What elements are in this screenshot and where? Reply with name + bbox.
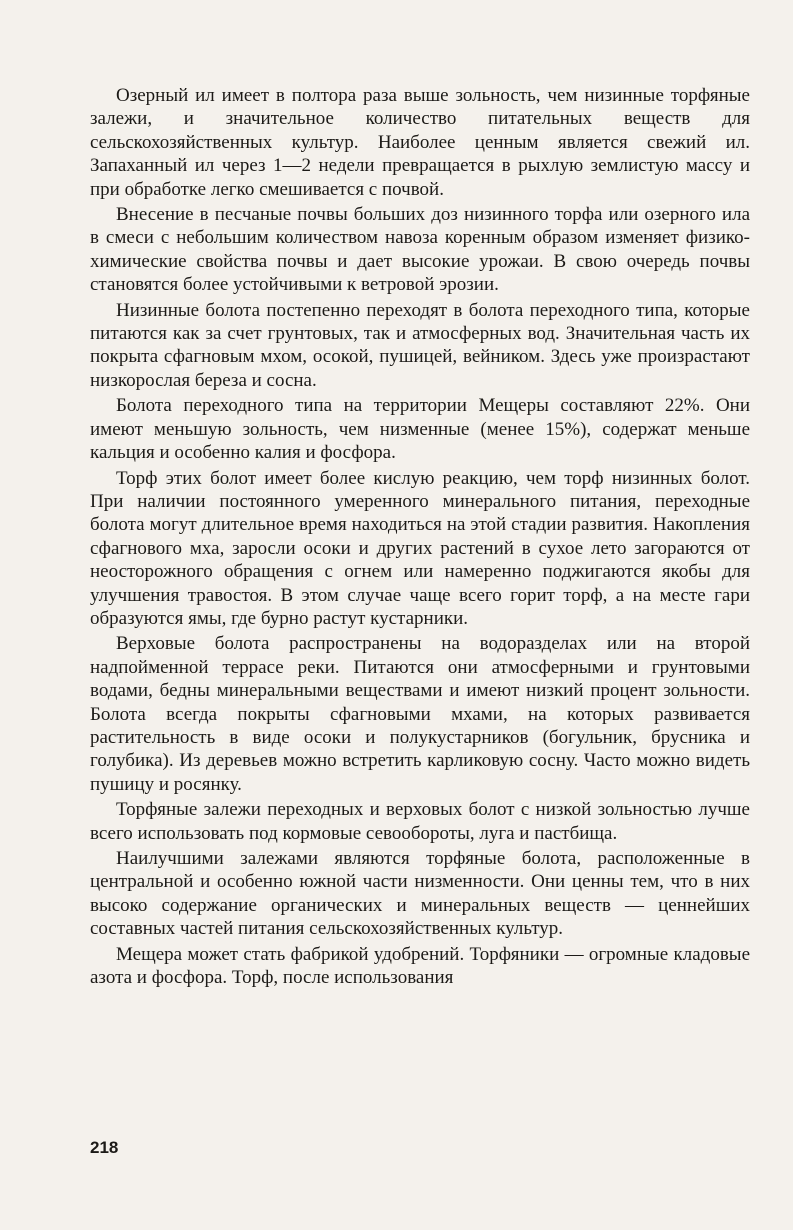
paragraph-2: Внесение в песчаные почвы больших доз низинного торфа или озерного ила в смеси с небольшим количеством навоза коренным образом изменяет физико-химические свойства почвы и дает высокие урожаи. В свою очередь почвы становятся более устойчивыми к ветровой эрозии.	[90, 204, 750, 296]
page-number: 218	[90, 1138, 119, 1157]
paragraph-5: Торф этих болот имеет более кислую реакцию, чем торф низинных болот. При наличии постоянного умеренного минерального питания, переходные болота могут длительное время находиться на этой стадии развития. Накопления сфагнового мха, заросли осоки и других растений в сухое лето загораются от неосторожного обращения с огнем или намеренно поджигаются якобы для улучшения травостоя. В этом случае чаще всего горит торф, а на месте гари образуются ямы, где бурно растут кустарники.	[90, 467, 750, 629]
paragraph-3: Низинные болота постепенно переходят в болота переходного типа, которые питаются как за счет грунтовых, так и атмосферных вод. Значительная часть их покрыта сфагновым мхом, осокой, пушицей, вейником. Здесь уже произрастают низкорослая береза и сосна.	[90, 299, 750, 391]
paragraph-7: Торфяные залежи переходных и верховых болот с низкой зольностью лучше всего использовать под кормовые севообороты, луга и пастбища.	[90, 799, 750, 844]
paragraph-1: Озерный ил имеет в полтора раза выше зольность, чем низинные торфяные залежи, и значительное количество питательных веществ для сельскохозяйственных культур. Наиболее ценным является свежий ил. Запаханный ил через 1—2 недели превращается в рыхлую землистую массу и при обработке легко смешивается с почвой.	[90, 85, 750, 200]
paragraph-8: Наилучшими залежами являются торфяные болота, расположенные в центральной и особенно южной части низменности. Они ценны тем, что в них высоко содержание органических и минеральных веществ — ценнейших составных частей питания сельскохозяйственных культур.	[90, 848, 750, 940]
paragraph-6: Верховые болота распространены на водоразделах или на второй надпойменной террасе реки. Питаются они атмосферными и грунтовыми водами, бедны минеральными веществами и имеют низкий процент зольности. Болота всегда покрыты сфагновыми мхами, на которых развивается растительность в виде осоки и полукустарников (богульник, брусника и голубика). Из деревьев можно встретить карликовую сосну. Часто можно видеть пушицу и росянку.	[90, 633, 750, 795]
paragraph-9: Мещера может стать фабрикой удобрений. Торфяники — огромные кладовые азота и фосфора. Торф, после использования	[90, 943, 750, 989]
page-text	[90, 84, 750, 991]
paragraph-4: Болота переходного типа на территории Мещеры составляют 22%. Они имеют меньшую зольность, чем низменные (менее 15%), содержат меньше кальция и особенно калия и фосфора.	[90, 395, 750, 464]
